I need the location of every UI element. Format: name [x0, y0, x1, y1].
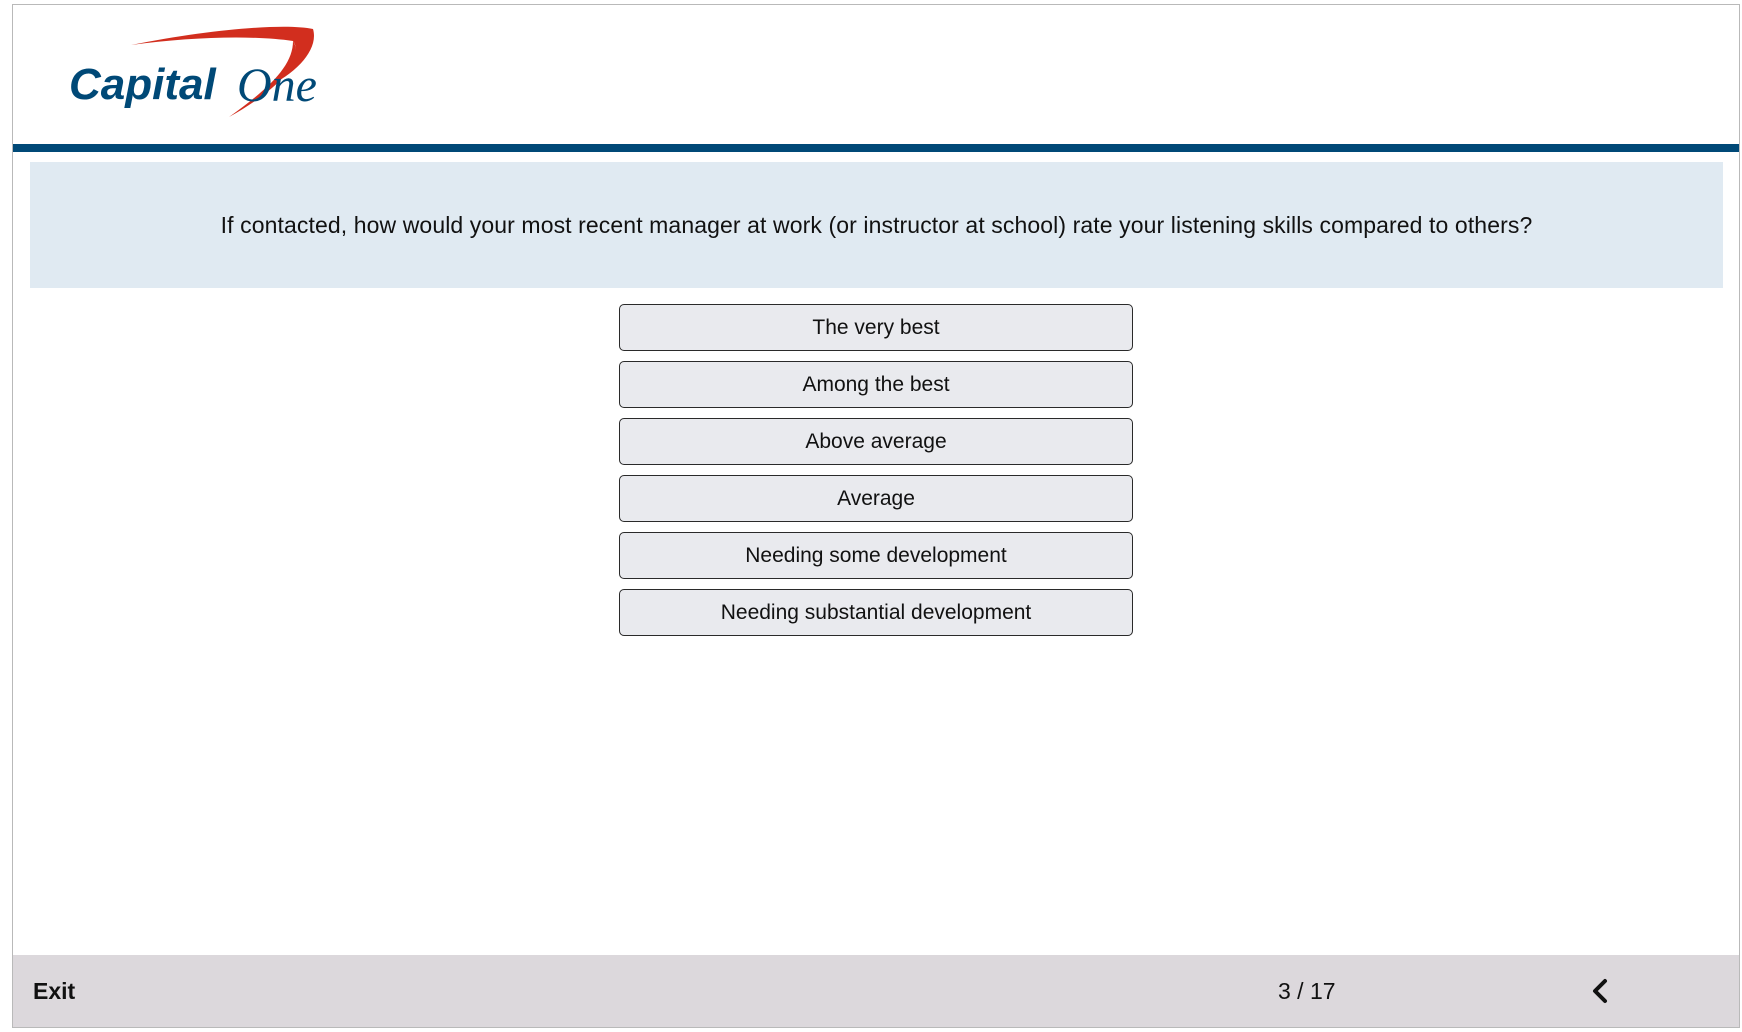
footer-bar	[13, 955, 1739, 1027]
svg-text:Capital: Capital	[69, 60, 216, 109]
header-divider	[13, 144, 1739, 152]
page-header	[13, 5, 1739, 144]
assessment-window	[12, 4, 1740, 1028]
back-button[interactable]	[1583, 974, 1617, 1008]
answer-options	[619, 304, 1133, 646]
progress-indicator: 3 / 17	[1278, 978, 1336, 1004]
option-the-very-best[interactable]: The very best	[619, 304, 1133, 351]
option-average[interactable]: Average	[619, 475, 1133, 522]
exit-button[interactable]: Exit	[33, 978, 76, 1004]
option-needing-substantial-development[interactable]: Needing substantial development	[619, 589, 1133, 636]
option-needing-some-development[interactable]: Needing some development	[619, 532, 1133, 579]
capital-one-logo	[61, 21, 361, 133]
option-among-the-best[interactable]: Among the best	[619, 361, 1133, 408]
question-panel	[30, 162, 1723, 288]
svg-text:One: One	[237, 59, 317, 112]
option-above-average[interactable]: Above average	[619, 418, 1133, 465]
chevron-left-icon	[1590, 978, 1610, 1004]
question-text: If contacted, how would your most recent manager at work (or instructor at school) rate your listening skills compared to others?	[220, 211, 1533, 238]
